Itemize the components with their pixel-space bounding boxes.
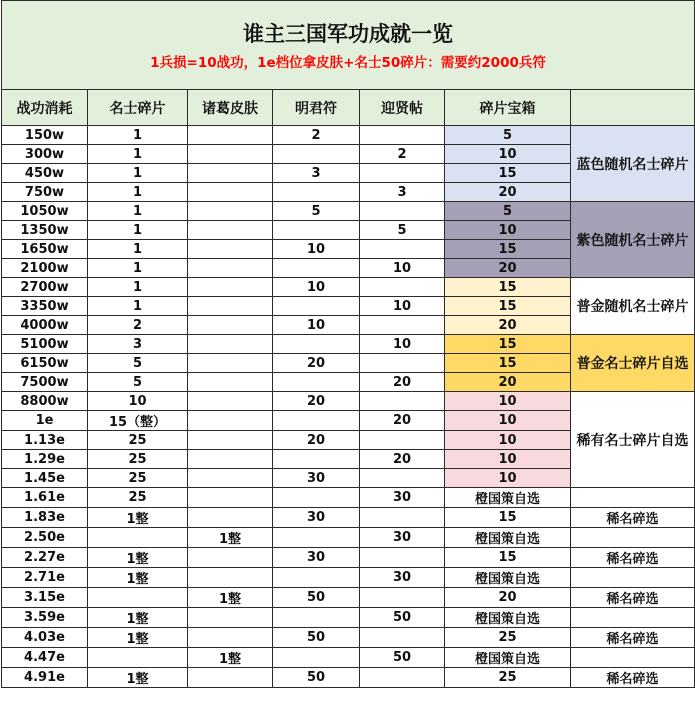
box-cell: 5 <box>445 126 571 145</box>
reward-group-label: 稀有名士碎片自选 <box>571 392 695 488</box>
yingxian-cell <box>360 392 445 411</box>
shard-cell: 1 <box>88 297 188 316</box>
yingxian-cell <box>360 126 445 145</box>
table-row <box>2 608 695 628</box>
header-shard: 名士碎片 <box>88 90 188 126</box>
shard-cell: 1 <box>88 145 188 164</box>
title-cell <box>2 1 695 90</box>
mingjun-cell: 20 <box>273 431 360 450</box>
reward-group-label: 蓝色随机名士碎片 <box>571 126 695 202</box>
skin-cell <box>188 508 273 528</box>
extra-cell <box>571 568 695 588</box>
mingjun-cell: 20 <box>273 354 360 373</box>
table-body <box>2 126 695 688</box>
shard-cell: 1 <box>88 221 188 240</box>
mingjun-cell <box>273 608 360 628</box>
mingjun-cell <box>273 528 360 548</box>
shard-cell: 1 <box>88 183 188 202</box>
mingjun-cell: 50 <box>273 628 360 648</box>
yingxian-cell: 20 <box>360 411 445 431</box>
cost-cell: 3.59e <box>2 608 88 628</box>
yingxian-cell: 30 <box>360 568 445 588</box>
shard-cell: 3 <box>88 335 188 354</box>
skin-cell <box>188 164 273 183</box>
box-cell: 15 <box>445 335 571 354</box>
skin-cell <box>188 488 273 508</box>
box-cell: 15 <box>445 548 571 568</box>
mingjun-cell <box>273 450 360 469</box>
box-cell: 橙国策自选 <box>445 488 571 508</box>
skin-cell <box>188 392 273 411</box>
yingxian-cell: 30 <box>360 528 445 548</box>
box-cell: 10 <box>445 145 571 164</box>
extra-cell <box>571 608 695 628</box>
reward-group-label: 普金名士碎片自选 <box>571 335 695 392</box>
skin-cell <box>188 568 273 588</box>
shard-cell <box>88 588 188 608</box>
table-row <box>2 126 695 145</box>
cost-cell: 3.15e <box>2 588 88 608</box>
yingxian-cell: 3 <box>360 183 445 202</box>
cost-cell: 150w <box>2 126 88 145</box>
cost-cell: 1.61e <box>2 488 88 508</box>
yingxian-cell <box>360 431 445 450</box>
mingjun-cell: 30 <box>273 469 360 488</box>
shard-cell: 15（整） <box>88 411 188 431</box>
box-cell: 15 <box>445 164 571 183</box>
shard-cell: 5 <box>88 354 188 373</box>
mingjun-cell <box>273 411 360 431</box>
reward-group-label: 普金随机名士碎片 <box>571 278 695 335</box>
cost-cell: 1050w <box>2 202 88 221</box>
shard-cell: 1 <box>88 278 188 297</box>
shard-cell: 25 <box>88 488 188 508</box>
table-row <box>2 588 695 608</box>
shard-cell: 1 <box>88 164 188 183</box>
skin-cell <box>188 373 273 392</box>
box-cell: 15 <box>445 508 571 528</box>
cost-cell: 7500w <box>2 373 88 392</box>
cost-cell: 4.91e <box>2 668 88 688</box>
skin-cell <box>188 335 273 354</box>
shard-cell: 1整 <box>88 628 188 648</box>
yingxian-cell <box>360 588 445 608</box>
cost-cell: 8800w <box>2 392 88 411</box>
shard-cell: 25 <box>88 469 188 488</box>
cost-cell: 1.13e <box>2 431 88 450</box>
extra-cell: 稀名碎选 <box>571 588 695 608</box>
yingxian-cell: 10 <box>360 335 445 354</box>
header-extra <box>571 90 695 126</box>
skin-cell <box>188 450 273 469</box>
skin-cell <box>188 278 273 297</box>
shard-cell: 25 <box>88 450 188 469</box>
yingxian-cell: 5 <box>360 221 445 240</box>
header-cost: 战功消耗 <box>2 90 88 126</box>
skin-cell <box>188 411 273 431</box>
skin-cell <box>188 354 273 373</box>
skin-cell <box>188 259 273 278</box>
shard-cell <box>88 648 188 668</box>
cost-cell: 750w <box>2 183 88 202</box>
skin-cell <box>188 431 273 450</box>
box-cell: 20 <box>445 259 571 278</box>
cost-cell: 1.83e <box>2 508 88 528</box>
skin-cell: 1整 <box>188 648 273 668</box>
header-box: 碎片宝箱 <box>445 90 571 126</box>
box-cell: 橙国策自选 <box>445 528 571 548</box>
box-cell: 5 <box>445 202 571 221</box>
header-yingxian: 迎贤帖 <box>360 90 445 126</box>
mingjun-cell: 10 <box>273 240 360 259</box>
shard-cell: 1 <box>88 126 188 145</box>
table-row <box>2 488 695 508</box>
skin-cell <box>188 221 273 240</box>
cost-cell: 2700w <box>2 278 88 297</box>
table-row <box>2 628 695 648</box>
mingjun-cell: 50 <box>273 668 360 688</box>
table-row <box>2 648 695 668</box>
skin-cell <box>188 126 273 145</box>
shard-cell: 5 <box>88 373 188 392</box>
shard-cell: 1 <box>88 202 188 221</box>
table-row <box>2 278 695 297</box>
yingxian-cell <box>360 202 445 221</box>
mingjun-cell <box>273 648 360 668</box>
yingxian-cell <box>360 240 445 259</box>
skin-cell <box>188 202 273 221</box>
mingjun-cell: 50 <box>273 588 360 608</box>
shard-cell: 2 <box>88 316 188 335</box>
yingxian-cell <box>360 508 445 528</box>
extra-cell: 稀名碎选 <box>571 548 695 568</box>
cost-cell: 4.03e <box>2 628 88 648</box>
skin-cell <box>188 628 273 648</box>
shard-cell: 1整 <box>88 668 188 688</box>
yingxian-cell: 20 <box>360 450 445 469</box>
reward-group-label: 紫色随机名士碎片 <box>571 202 695 278</box>
extra-cell <box>571 488 695 508</box>
shard-cell: 1整 <box>88 508 188 528</box>
extra-cell <box>571 648 695 668</box>
box-cell: 10 <box>445 221 571 240</box>
skin-cell <box>188 608 273 628</box>
box-cell: 15 <box>445 297 571 316</box>
box-cell: 15 <box>445 278 571 297</box>
box-cell: 橙国策自选 <box>445 568 571 588</box>
box-cell: 20 <box>445 588 571 608</box>
mingjun-cell <box>273 568 360 588</box>
cost-cell: 5100w <box>2 335 88 354</box>
box-cell: 10 <box>445 411 571 431</box>
box-cell: 25 <box>445 628 571 648</box>
header-skin: 诸葛皮肤 <box>188 90 273 126</box>
mingjun-cell <box>273 297 360 316</box>
table-row <box>2 668 695 688</box>
skin-cell <box>188 469 273 488</box>
box-cell: 20 <box>445 373 571 392</box>
mingjun-cell <box>273 488 360 508</box>
yingxian-cell: 10 <box>360 297 445 316</box>
shard-cell: 1整 <box>88 568 188 588</box>
box-cell: 10 <box>445 469 571 488</box>
cost-cell: 1e <box>2 411 88 431</box>
shard-cell: 25 <box>88 431 188 450</box>
yingxian-cell <box>360 548 445 568</box>
box-cell: 20 <box>445 316 571 335</box>
mingjun-cell: 30 <box>273 548 360 568</box>
mingjun-cell: 3 <box>273 164 360 183</box>
cost-cell: 1350w <box>2 221 88 240</box>
skin-cell <box>188 297 273 316</box>
mingjun-cell <box>273 373 360 392</box>
yingxian-cell: 10 <box>360 259 445 278</box>
skin-cell <box>188 316 273 335</box>
cost-cell: 300w <box>2 145 88 164</box>
shard-cell: 10 <box>88 392 188 411</box>
extra-cell: 稀名碎选 <box>571 668 695 688</box>
table-row <box>2 392 695 411</box>
box-cell: 25 <box>445 668 571 688</box>
table-row <box>2 508 695 528</box>
box-cell: 15 <box>445 240 571 259</box>
cost-cell: 2.27e <box>2 548 88 568</box>
shard-cell: 1整 <box>88 608 188 628</box>
skin-cell <box>188 183 273 202</box>
yingxian-cell <box>360 278 445 297</box>
box-cell: 橙国策自选 <box>445 608 571 628</box>
yingxian-cell <box>360 628 445 648</box>
skin-cell: 1整 <box>188 588 273 608</box>
achievement-table <box>1 0 695 688</box>
mingjun-cell: 20 <box>273 392 360 411</box>
yingxian-cell <box>360 354 445 373</box>
cost-cell: 3350w <box>2 297 88 316</box>
page-title: 谁主三国军功成就一览 <box>243 22 453 46</box>
mingjun-cell: 5 <box>273 202 360 221</box>
extra-cell: 稀名碎选 <box>571 628 695 648</box>
box-cell: 10 <box>445 431 571 450</box>
cost-cell: 2100w <box>2 259 88 278</box>
box-cell: 15 <box>445 354 571 373</box>
yingxian-cell: 50 <box>360 608 445 628</box>
box-cell: 橙国策自选 <box>445 648 571 668</box>
yingxian-cell: 20 <box>360 373 445 392</box>
extra-cell: 稀名碎选 <box>571 508 695 528</box>
box-cell: 20 <box>445 183 571 202</box>
table-row <box>2 568 695 588</box>
shard-cell: 1 <box>88 259 188 278</box>
page-subtitle: 1兵损=10战功，1e档位拿皮肤+名士50碎片：需要约2000兵符 <box>150 55 546 71</box>
box-cell: 10 <box>445 450 571 469</box>
skin-cell <box>188 668 273 688</box>
mingjun-cell: 2 <box>273 126 360 145</box>
yingxian-cell: 30 <box>360 488 445 508</box>
skin-cell: 1整 <box>188 528 273 548</box>
yingxian-cell <box>360 668 445 688</box>
cost-cell: 450w <box>2 164 88 183</box>
yingxian-cell <box>360 164 445 183</box>
mingjun-cell <box>273 259 360 278</box>
extra-cell <box>571 528 695 548</box>
table-row <box>2 202 695 221</box>
yingxian-cell <box>360 469 445 488</box>
table-row <box>2 528 695 548</box>
skin-cell <box>188 145 273 164</box>
skin-cell <box>188 240 273 259</box>
cost-cell: 1650w <box>2 240 88 259</box>
cost-cell: 1.45e <box>2 469 88 488</box>
header-mingjun: 明君符 <box>273 90 360 126</box>
mingjun-cell: 30 <box>273 508 360 528</box>
cost-cell: 1.29e <box>2 450 88 469</box>
mingjun-cell <box>273 335 360 354</box>
cost-cell: 2.50e <box>2 528 88 548</box>
mingjun-cell: 10 <box>273 278 360 297</box>
shard-cell: 1 <box>88 240 188 259</box>
mingjun-cell: 10 <box>273 316 360 335</box>
cost-cell: 6150w <box>2 354 88 373</box>
table-row <box>2 548 695 568</box>
mingjun-cell <box>273 221 360 240</box>
mingjun-cell <box>273 145 360 164</box>
yingxian-cell: 2 <box>360 145 445 164</box>
yingxian-cell <box>360 316 445 335</box>
cost-cell: 4.47e <box>2 648 88 668</box>
cost-cell: 2.71e <box>2 568 88 588</box>
cost-cell: 4000w <box>2 316 88 335</box>
yingxian-cell: 50 <box>360 648 445 668</box>
skin-cell <box>188 548 273 568</box>
shard-cell: 1整 <box>88 548 188 568</box>
mingjun-cell <box>273 183 360 202</box>
table-row <box>2 335 695 354</box>
box-cell: 10 <box>445 392 571 411</box>
shard-cell <box>88 528 188 548</box>
